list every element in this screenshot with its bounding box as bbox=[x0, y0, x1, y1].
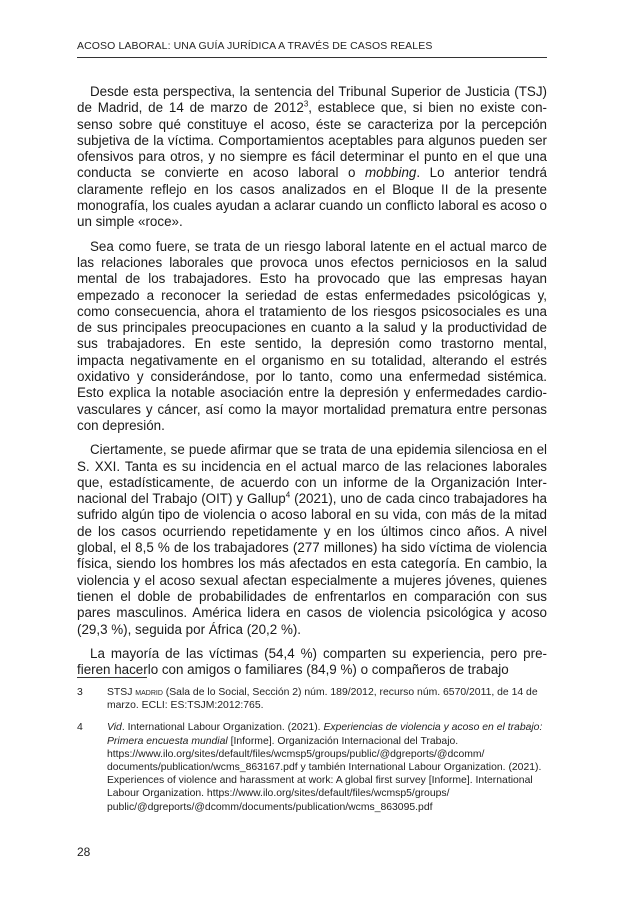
footnote-text bbox=[107, 721, 547, 813]
page-number: 28 bbox=[77, 845, 91, 859]
paragraph-3-part-a: Ciertamente, se puede afirmar que se trata de una epidemia silenciosa en el S. XXI. Tanta es su incidencia en el actual marco de las relaciones laborales que, estadísticamente, de acuerdo con un informe de la Organización Internacional del Trabajo (OIT) y Gallup bbox=[77, 442, 547, 507]
footnote-4-part-2: [Informe]. Organización Internacional del Trabajo. https://www.ilo.org/sites/default/files/wcmsp5/groups/public/@dgreports/@dcomm/ documents/publication/wcms_863167.pdf y también International Labour Organization. (2021). Experiences of violence and harassment at work: A global first survey [Informe]. International Labour Organization. https://www.ilo.org/sites/default/files/wcmsp5/groups/ public/@dgreports/@dcomm/documents/publication/wcms_863095.pdf bbox=[107, 735, 542, 813]
footnote-number: 4 bbox=[77, 722, 83, 734]
paragraph-1-part-c: . Lo anterior tendrá claramente reflejo en los casos analizados en el Bloque II de la presente monografía, los cuales ayudan a aclarar cuando un conflicto laboral es acoso o un simple «roce». bbox=[77, 165, 547, 230]
footnote-4-part-1: . International Labour Organization. (2021). bbox=[121, 722, 324, 734]
footnote-3 bbox=[77, 686, 547, 712]
paragraph-1-part-a: Desde esta perspectiva, la sentencia del Tribunal Superior de Justicia (TSJ) de Madrid, de 14 de marzo de 2012 bbox=[77, 84, 547, 116]
footnote-4 bbox=[77, 721, 547, 813]
footnote-text bbox=[107, 686, 547, 712]
paragraph-1 bbox=[77, 84, 547, 231]
main-text bbox=[77, 84, 547, 678]
paragraph-4: La mayoría de las víctimas (54,4 %) comparten su experiencia, pero prefieren hacerlo con amigos o familiares (84,9 %) o compañeros de trabajo bbox=[77, 645, 547, 678]
vid-abbrev: Vid bbox=[107, 722, 122, 734]
footnote-ref-4[interactable]: 4 bbox=[285, 490, 291, 500]
report-title: Experiencias de violencia y acoso en el trabajo: Primera encuesta mundial bbox=[107, 722, 543, 747]
court-abbrev: STSJ madrid bbox=[107, 687, 163, 698]
paragraph-3-part-b: (2021), uno de cada cinco trabajadores ha sufrido algún tipo de violencia o acoso laboral en su vida, con más de la mitad de los casos ocurriendo repetidamente y en los últimos cinco años. A nivel global, el 8,5 % de los trabajadores (277 millones) ha sido víctima de violencia física, siendo los hombres los más afectados en esta categoría. En cambio, la violencia y el acoso sexual afectan especialmente a mujeres jóvenes, quienes tienen el doble de probabilidades de enfrentarlos en comparación con sus pares masculinos. América lidera en casos de violencia psicológica y acoso (29,3 %), seguida por África (20,2 %). bbox=[77, 491, 547, 637]
footnote-divider bbox=[77, 677, 147, 678]
running-header: ACOSO LABORAL: UNA GUÍA JURÍDICA A TRAVÉS DE CASOS REALES bbox=[77, 40, 547, 58]
footnotes bbox=[77, 686, 547, 823]
footnote-number: 3 bbox=[77, 687, 83, 698]
footnote-ref-3[interactable]: 3 bbox=[303, 99, 309, 109]
paragraph-2: Sea como fuere, se trata de un riesgo laboral latente en el actual marco de las relaciones laborales que provoca unos efectos perniciosos en la salud mental de los trabajadores. Esto ha provocado que las empresas hayan empezado a reconocer la seriedad de estas enfermedades psicológicas y, como consecuencia, ahora el tratamiento de los riesgos psicosociales es una de sus principales preocupaciones en cuanto a la salud y la productividad de sus trabajadores. En este sentido, la depresión como trastorno mental, impacta negativamente en el organismo en su totalidad, alterando el estrés oxidativo y considerándose, por lo tanto, como una enfermedad sistémica. Esto explica la notable asociación entre la depresión y enfermedades cardiovasculares y cáncer, así como la mayor mortalidad prematura entre personas con depresión. bbox=[77, 238, 547, 433]
paragraph-3 bbox=[77, 442, 547, 638]
mobbing-term: mobbing bbox=[364, 165, 417, 181]
paragraph-1-part-b: , establece que, si bien no existe consenso sobre qué constituye el acoso, éste se caracteriza por la percepción subjetiva de la víctima. Comportamientos aceptables para algunos pueden ser ofensivos para otros, y no siempre es fácil determinar el punto en el que una conducta se convierte en acoso laboral o bbox=[77, 100, 547, 181]
footnote-3-body: (Sala de lo Social, Sección 2) núm. 189/2012, recurso núm. 6570/2011, de 14 de marzo. ECLI: ES:TSJM:2012:765. bbox=[107, 687, 538, 712]
